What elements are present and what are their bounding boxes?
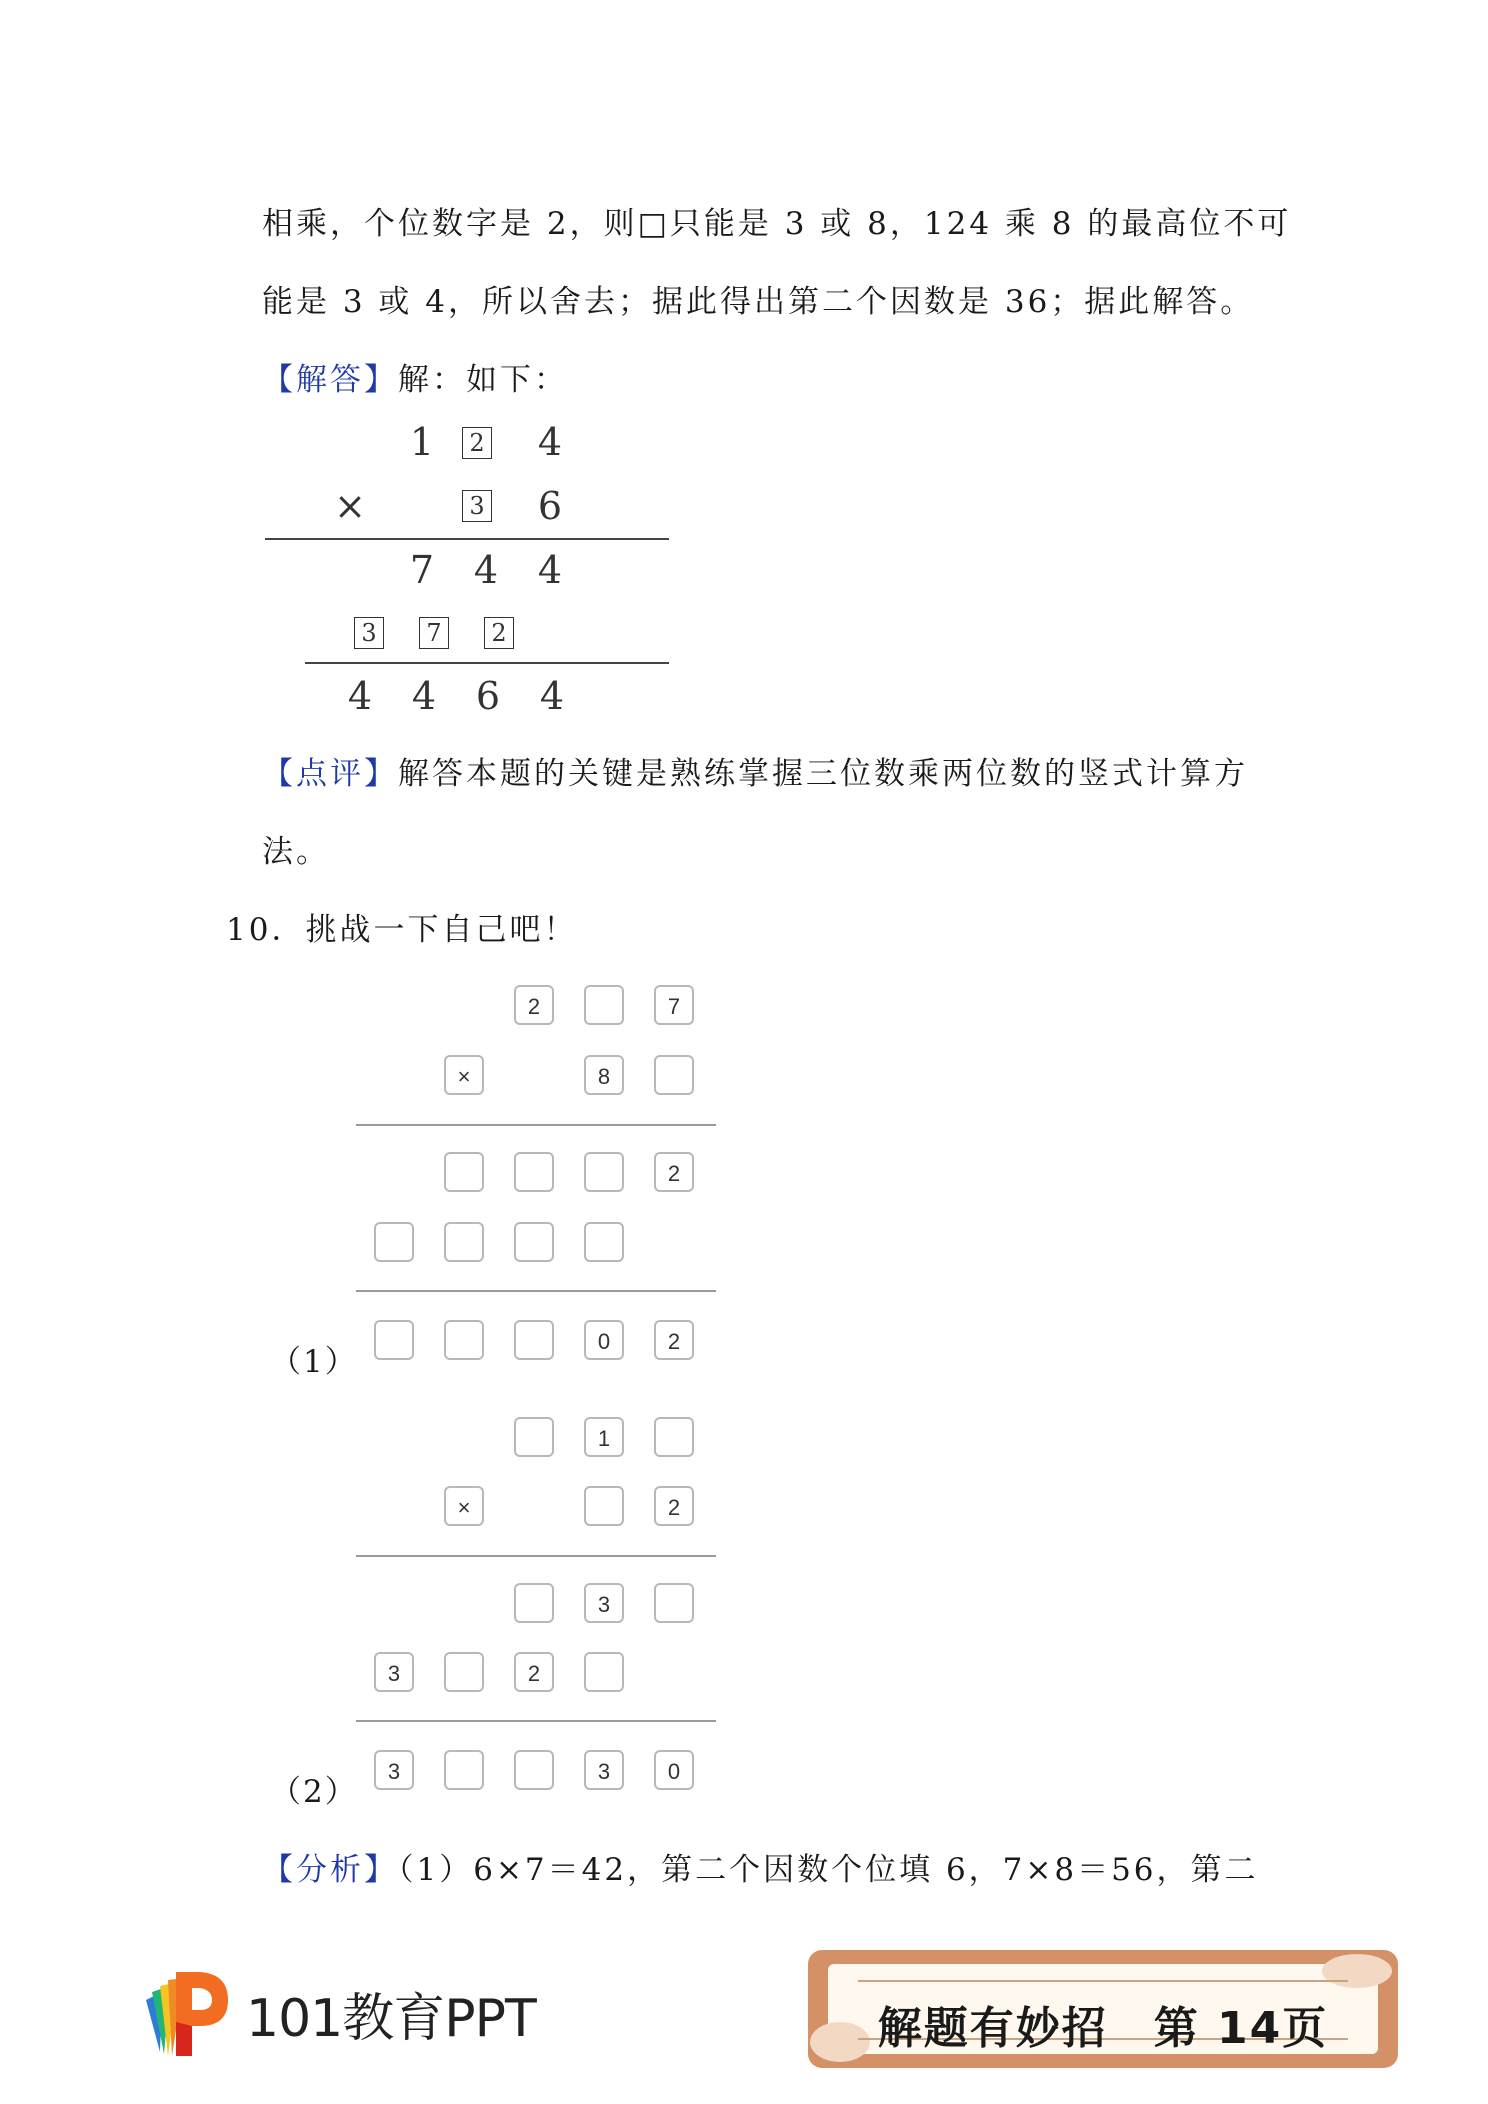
- p2-row2-box-2[interactable]: 2: [654, 1486, 694, 1526]
- page-badge: [808, 1950, 1398, 2068]
- intro-line-2: 能是 3 或 4，所以舍去；据此得出第二个因数是 36；据此解答。: [262, 284, 1255, 320]
- intro-line-1: 相乘，个位数字是 2，则□只能是 3 或 8，124 乘 8 的最高位不可: [262, 206, 1292, 242]
- badge-panel: [828, 1964, 1378, 2054]
- solved-result-digit-1: 4: [347, 674, 373, 718]
- solved-row1-digit-1: 1: [409, 420, 435, 464]
- p2-rule-1: [356, 1555, 716, 1557]
- p2-partial2-box-2[interactable]: [444, 1652, 484, 1692]
- comment-line-2: 法。: [262, 834, 330, 870]
- p2-partial1-box-1[interactable]: [514, 1583, 554, 1623]
- question-text: 挑战一下自己吧！: [305, 912, 578, 948]
- p2-result-box-2[interactable]: [444, 1750, 484, 1790]
- p2-result-box-1[interactable]: 3: [374, 1750, 414, 1790]
- solved-row1-box-2: 2: [462, 427, 492, 459]
- solved-partial2-box-2: 7: [419, 617, 449, 649]
- p1-rule-1: [356, 1124, 716, 1126]
- p1-partial1-box-1[interactable]: [444, 1152, 484, 1192]
- badge-cloud-decoration: [1322, 1954, 1392, 1988]
- p2-label: （2）: [270, 1774, 358, 1810]
- p1-row1-box-1[interactable]: 2: [514, 985, 554, 1025]
- solved-result-digit-4: 4: [539, 674, 565, 718]
- solved-result-digit-3: 6: [475, 674, 501, 718]
- answer-text: 解：如下：: [398, 362, 568, 398]
- solved-partial1-digit-2: 4: [473, 548, 499, 592]
- p1-result-box-3[interactable]: [514, 1320, 554, 1360]
- p2-partial2-box-1[interactable]: 3: [374, 1652, 414, 1692]
- solved-rule-2: [305, 662, 669, 664]
- question-number: 10．: [226, 912, 306, 948]
- badge-dash-line: [858, 1980, 1348, 1982]
- p1-partial2-box-4[interactable]: [584, 1222, 624, 1262]
- p1-times-sign: ×: [444, 1055, 484, 1095]
- p1-partial1-box-4[interactable]: 2: [654, 1152, 694, 1192]
- badge-text: 解题有妙招 第 14页: [877, 2003, 1329, 2054]
- p2-partial1-box-3[interactable]: [654, 1583, 694, 1623]
- p1-row2-box-2[interactable]: [654, 1055, 694, 1095]
- p1-result-box-4[interactable]: 0: [584, 1320, 624, 1360]
- p2-partial2-box-3[interactable]: 2: [514, 1652, 554, 1692]
- solved-partial2-box-3: 2: [484, 617, 514, 649]
- p1-partial2-box-3[interactable]: [514, 1222, 554, 1262]
- p2-result-box-4[interactable]: 3: [584, 1750, 624, 1790]
- p2-times-sign: ×: [444, 1486, 484, 1526]
- solved-row1-digit-3: 4: [537, 420, 563, 464]
- brand-logo-icon: [140, 1962, 232, 2058]
- solved-row2-digit-2: 6: [537, 484, 563, 528]
- p2-result-box-3[interactable]: [514, 1750, 554, 1790]
- p2-row1-box-1[interactable]: [514, 1417, 554, 1457]
- p1-partial1-box-3[interactable]: [584, 1152, 624, 1192]
- p1-partial1-box-2[interactable]: [514, 1152, 554, 1192]
- answer-tag: 【解答】: [262, 362, 398, 398]
- p1-partial2-box-1[interactable]: [374, 1222, 414, 1262]
- times-sign: ×: [334, 484, 366, 528]
- comment-text: 解答本题的关键是熟练掌握三位数乘两位数的竖式计算方: [398, 756, 1248, 792]
- p2-rule-2: [356, 1720, 716, 1722]
- comment-tag: 【点评】: [262, 756, 398, 792]
- solved-partial1-digit-3: 4: [537, 548, 563, 592]
- analysis-tag: 【分析】: [262, 1852, 398, 1888]
- p2-row1-box-2[interactable]: 1: [584, 1417, 624, 1457]
- p2-partial2-box-4[interactable]: [584, 1652, 624, 1692]
- p2-row1-box-3[interactable]: [654, 1417, 694, 1457]
- answer-heading: [262, 354, 568, 399]
- p1-row1-box-2[interactable]: [584, 985, 624, 1025]
- p2-result-box-5[interactable]: 0: [654, 1750, 694, 1790]
- brand-name: 101教育PPT: [246, 1989, 536, 2049]
- comment-line-1: [262, 748, 1248, 793]
- p1-row1-box-3[interactable]: 7: [654, 985, 694, 1025]
- p1-rule-2: [356, 1290, 716, 1292]
- p2-partial1-box-2[interactable]: 3: [584, 1583, 624, 1623]
- p1-result-box-1[interactable]: [374, 1320, 414, 1360]
- solved-row2-box-1: 3: [462, 490, 492, 522]
- p1-result-box-5[interactable]: 2: [654, 1320, 694, 1360]
- p1-label: （1）: [270, 1344, 358, 1380]
- solved-partial2-box-1: 3: [354, 617, 384, 649]
- solved-partial1-digit-1: 7: [409, 548, 435, 592]
- question-10: [226, 904, 577, 949]
- solved-rule-1: [265, 538, 669, 540]
- p2-row2-box-1[interactable]: [584, 1486, 624, 1526]
- p1-partial2-box-2[interactable]: [444, 1222, 484, 1262]
- solved-result-digit-2: 4: [411, 674, 437, 718]
- analysis-line: [262, 1844, 1259, 1889]
- p1-result-box-2[interactable]: [444, 1320, 484, 1360]
- analysis-text: （1）6×7＝42，第二个因数个位填 6，7×8＝56，第二: [398, 1852, 1259, 1888]
- p1-row2-box-1[interactable]: 8: [584, 1055, 624, 1095]
